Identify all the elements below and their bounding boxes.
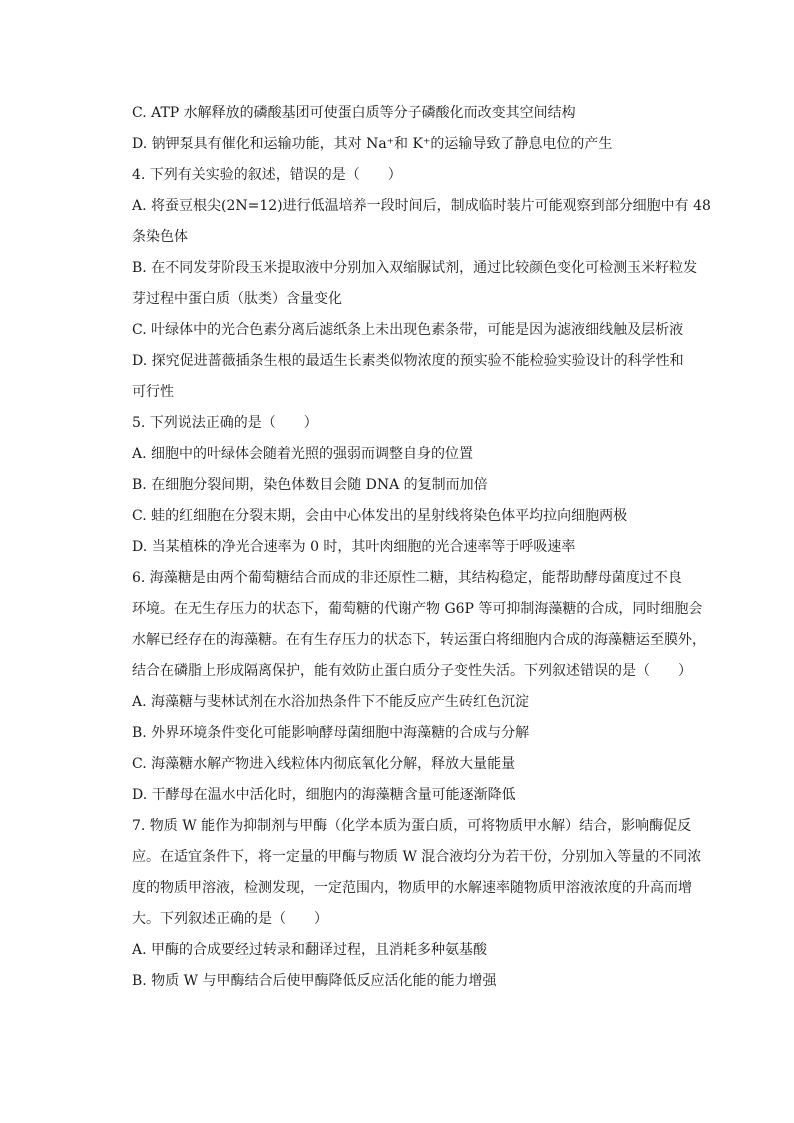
text-line: D. 干酵母在温水中活化时，细胞内的海藻糖含量可能逐渐降低 [132,787,516,803]
question-7: 7. 物质 W 能作为抑制剂与甲酶（化学本质为蛋白质，可将物质甲水解）结合，影响酶促反 [132,818,692,834]
text-line: 度的物质甲溶液，检测发现，一定范围内，物质甲的水解速率随物质甲溶液浓度的升高而增 [132,880,692,896]
text-line: D. 钠钾泵具有催化和运输功能，其对 Na⁺和 K⁺的运输导致了静息电位的产生 [132,136,613,152]
text-line: 水解已经存在的海藻糖。在有生存压力的状态下，转运蛋白将细胞内合成的海藻糖运至膜外， [132,632,706,648]
text-line: A. 细胞中的叶绿体会随着光照的强弱而调整自身的位置 [132,446,474,462]
text-line: C. 蛙的红细胞在分裂末期，会由中心体发出的星射线将染色体平均拉向细胞两极 [132,508,628,524]
question-5: 5. 下列说法正确的是（ ） [132,415,318,431]
text-line: 环境。在无生存压力的状态下，葡萄糖的代谢产物 G6P 等可抑制海藻糖的合成，同时细胞会 [132,601,703,617]
text-line: C. ATP 水解释放的磷酸基团可使蛋白质等分子磷酸化而改变其空间结构 [132,105,576,121]
text-line: C. 叶绿体中的光合色素分离后滤纸条上未出现色素条带，可能是因为滤液细线触及层析液 [132,322,684,338]
question-6: 6. 海藻糖是由两个葡萄糖结合而成的非还原性二糖，其结构稳定，能帮助酵母菌度过不良 [132,570,682,586]
text-line: A. 海藻糖与斐林试剂在水浴加热条件下不能反应产生砖红色沉淀 [132,694,530,710]
text-line: 芽过程中蛋白质（肽类）含量变化 [132,291,342,307]
text-line: A. 甲酶的合成要经过转录和翻译过程，且消耗多种氨基酸 [132,942,488,958]
text-line: C. 海藻糖水解产物进入线粒体内彻底氧化分解，释放大量能量 [132,756,516,772]
text-line: B. 物质 W 与甲酶结合后使甲酶降低反应活化能的能力增强 [132,973,497,989]
text-line: 大。下列叙述正确的是（ ） [132,911,328,927]
text-line: 条染色体 [132,229,188,245]
text-line: D. 探究促进蔷薇插条生根的最适生长素类似物浓度的预实验不能检验实验设计的科学性和 [132,353,684,369]
text-line: 应。在适宜条件下，将一定量的甲酶与物质 W 混合液均分为若干份，分别加入等量的不同浓 [132,849,702,865]
text-line: B. 外界环境条件变化可能影响酵母菌细胞中海藻糖的合成与分解 [132,725,530,741]
text-line: A. 将蚕豆根尖(2N=12)进行低温培养一段时间后，制成临时装片可能观察到部分细胞中有 48 [132,198,711,214]
text-line: 可行性 [132,384,174,400]
text-line: B. 在细胞分裂间期，染色体数目会随 DNA 的复制而加倍 [132,477,488,493]
text-line: 结合在磷脂上形成隔离保护，能有效防止蛋白质分子变性失活。下列叙述错误的是（ ） [132,663,692,679]
question-4: 4. 下列有关实验的叙述，错误的是（ ） [132,167,402,183]
text-line: B. 在不同发芽阶段玉米提取液中分别加入双缩脲试剂，通过比较颜色变化可检测玉米籽粒发 [132,260,698,276]
text-line: D. 当某植株的净光合速率为 0 时，其叶肉细胞的光合速率等于呼吸速率 [132,539,576,555]
